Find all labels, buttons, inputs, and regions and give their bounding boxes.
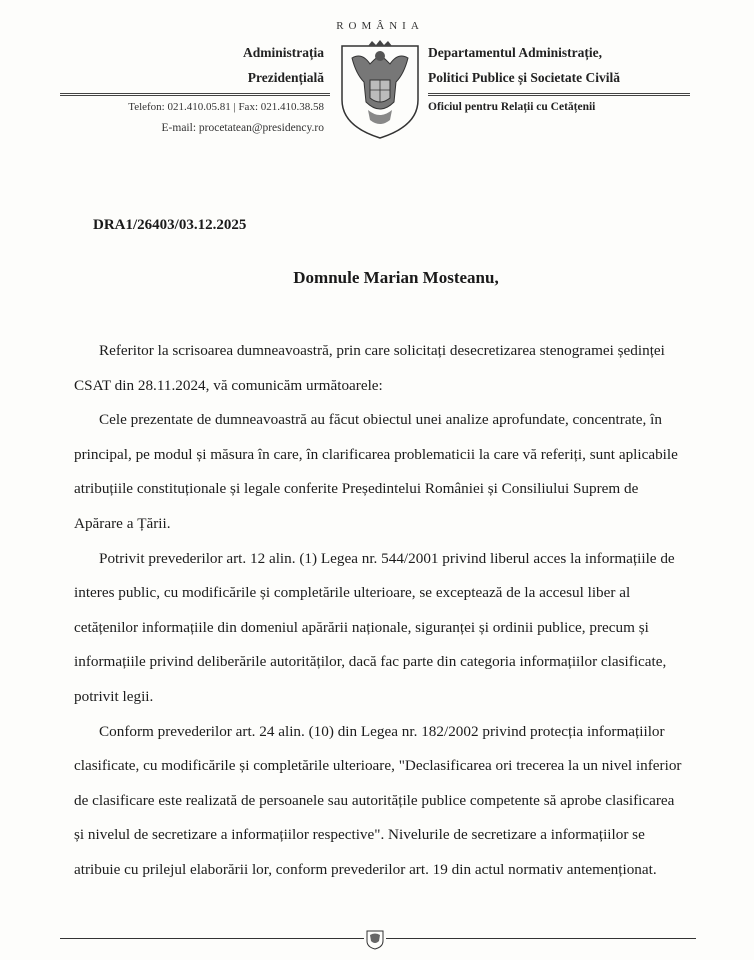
paragraph-3: Potrivit prevederilor art. 12 alin. (1) Legea nr. 544/2001 privind liberul acces la informațiile de interes public, cu modificările și completările ulterioare, se exceptează de la accesul liber al cetățenilor informațiile din domeniul apărării naționale, siguranței și ordinii publice, precum și informațiile privind deliberările autorităților, dacă fac parte din categoria informațiilor clasificate, potrivit legii. — [74, 549, 675, 705]
header-divider-right — [428, 93, 690, 96]
letter-body — [74, 334, 682, 888]
organization-line-2: Prezidențială — [247, 70, 324, 85]
organization-line-1: Administrația — [243, 45, 324, 60]
header-divider-left — [60, 93, 330, 96]
salutation: Domnule Marian Mosteanu, — [293, 268, 499, 287]
department-line-1: Departamentul Administrație, — [428, 45, 602, 60]
office-name: Oficiul pentru Relații cu Cetățenii — [428, 101, 596, 113]
department-name — [428, 40, 620, 90]
small-coat-of-arms-icon — [364, 928, 386, 950]
romania-coat-of-arms-icon — [338, 40, 422, 140]
paragraph-4: Conform prevederilor art. 24 alin. (10) din Legea nr. 182/2002 privind protecția informațiilor clasificate, cu modificările și completările ulterioare, "Declasificarea ori trecerea la un nivel inferior de clasificare este realizată de persoanele sau autoritățile publice competente să aprobe clasificarea și nivelul de secretizare a informațiilor respective". Nivelurile de secretizare a informațiilor se atribuie cu prilejul elaborării lor, conform prevederilor art. 19 din actul normativ antemenționat. — [74, 722, 682, 878]
document-reference-number: DRA1/26403/03.12.2025 — [93, 217, 247, 233]
country-heading: ROMÂNIA — [336, 20, 424, 32]
department-line-2: Politici Publice și Societate Civilă — [428, 70, 620, 85]
contact-phone-fax: Telefon: 021.410.05.81 | Fax: 021.410.38.58 — [128, 101, 324, 113]
contact-email: E-mail: procetatean@presidency.ro — [161, 122, 324, 134]
organization-name — [243, 40, 324, 90]
paragraph-2: Cele prezentate de dumneavoastră au făcut obiectul unei analize aprofundate, concentrate, în principal, pe modul și măsura în care, în clarificarea problematicii la care vă referiți, sunt aplicabile atribuțiile constituționale și legale conferite Președintelui României și Consiliului Suprem de Apărare a Țării. — [74, 411, 678, 532]
paragraph-1: Referitor la scrisoarea dumneavoastră, prin care solicitați desecretizarea stenogramei ședinței CSAT din 28.11.2024, vă comunicăm următoarele: — [74, 342, 665, 394]
